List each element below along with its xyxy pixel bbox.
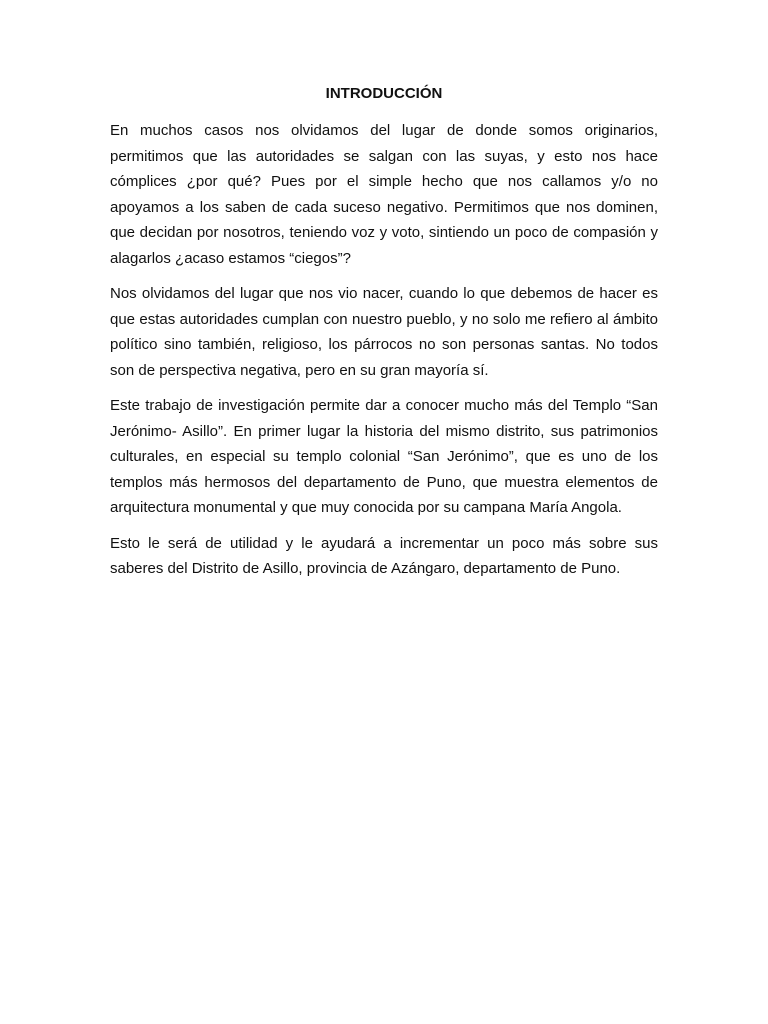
paragraph-2: Nos olvidamos del lugar que nos vio nacer, cuando lo que debemos de hacer es que estas autoridades cumplan con nuestro pueblo, y no solo me refiero al ámbito político sino también, religioso, los párrocos no son personas santas. No todos son de perspectiva negativa, pero en su gran mayoría sí. xyxy=(110,285,658,379)
paragraph-1: En muchos casos nos olvidamos del lugar de donde somos originarios, permitimos que las autoridades se salgan con las suyas, y esto nos hace cómplices ¿por qué? Pues por el simple hecho que nos callamos y/o no apoyamos a los saben de cada suceso negativo. Permitimos que nos dominen, que decidan por nosotros, teniendo voz y voto, sintiendo un poco de compasión y alagarlos ¿acaso estamos “ciegos”? xyxy=(110,122,658,267)
paragraph-3: Este trabajo de investigación permite dar a conocer mucho más del Templo “San Jerónimo- Asillo”. En primer lugar la historia del mismo distrito, sus patrimonios culturales, en especial su templo colonial “San Jerónimo”, que es uno de los templos más hermosos del departamento de Puno, que muestra elementos de arquitectura monumental y que muy conocida por su campana María Angola. xyxy=(110,397,658,516)
paragraph-4: Esto le será de utilidad y le ayudará a incrementar un poco más sobre sus saberes del Distrito de Asillo, provincia de Azángaro, departamento de Puno. xyxy=(110,534,658,577)
document-title: INTRODUCCIÓN xyxy=(325,85,443,102)
